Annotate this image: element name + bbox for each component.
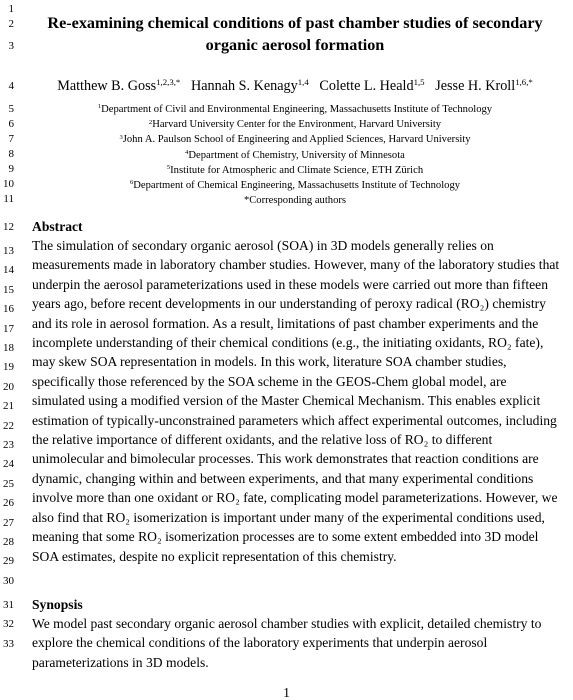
author-affiliation-marks: 1,5 xyxy=(413,77,425,88)
line-number: 1 xyxy=(8,3,14,15)
line-number: 8 xyxy=(8,148,14,160)
text-line: may skew SOA representation in models. In this work, literature SOA chamber studies, xyxy=(32,354,507,370)
affiliation-mark: 1 xyxy=(97,103,102,111)
abstract-heading: Abstract xyxy=(32,219,83,234)
author-list xyxy=(40,78,550,94)
affiliation-text: Department of Chemical Engineering, Massachusetts Institute of Technology xyxy=(133,180,461,192)
affiliation xyxy=(40,178,550,193)
line-number: 9 xyxy=(8,163,14,175)
line-number: 24 xyxy=(3,458,14,470)
line-number: 12 xyxy=(3,221,14,233)
author-affiliation-marks: 1,2,3,* xyxy=(156,77,181,88)
affiliation-text: Department of Chemistry, University of Minnesota xyxy=(188,149,405,161)
text-line: The simulation of secondary organic aerosol (SOA) in 3D models generally relies on xyxy=(32,238,494,253)
text-line: explore the chemical conditions of the laboratory experiments that underpin aerosol xyxy=(32,635,488,651)
line-number: 6 xyxy=(8,118,14,130)
affiliation-mark: 5 xyxy=(166,164,171,172)
affiliation xyxy=(40,132,550,147)
line-number: 2 xyxy=(8,18,14,30)
text-line: also find that RO₂ isomerization is important under many of the experimental conditions used, xyxy=(32,509,545,525)
author-name: Hannah S. Kenagy xyxy=(190,78,298,94)
affiliation-mark: 6 xyxy=(129,179,134,187)
page-number: 1 xyxy=(283,685,290,700)
title-line: organic aerosol formation xyxy=(205,36,385,54)
line-number: 23 xyxy=(3,439,14,451)
synopsis-heading: Synopsis xyxy=(32,597,83,612)
abstract-body xyxy=(32,236,562,566)
text-line: underpin the aerosol parameterizations used in these models were carried out more than fifteen xyxy=(32,276,548,292)
line-number: 3 xyxy=(8,40,14,52)
text-line: involve more than one oxidant or RO₂ fate, complicating model parameterizations. However, we xyxy=(32,490,558,506)
line-number: 33 xyxy=(3,638,14,650)
text-line: and its role in aerosol formation. As a result, limitations of past chamber experiments and the xyxy=(32,315,539,331)
corresponding-note xyxy=(40,193,550,208)
affiliation-text: *Corresponding authors xyxy=(243,195,347,207)
affiliation-mark: 2 xyxy=(148,118,153,126)
line-number: 26 xyxy=(3,497,14,509)
text-line: incomplete understanding of their chemical conditions (e.g., the initiating oxidants, RO₂ fate), xyxy=(32,335,544,351)
text-line: dynamic, changing within and between experiments, and that many experimental conditions xyxy=(32,470,534,486)
line-number: 11 xyxy=(3,193,14,205)
line-number: 22 xyxy=(3,420,14,432)
line-number: 19 xyxy=(3,361,14,373)
line-number: 7 xyxy=(8,133,14,145)
line-number: 20 xyxy=(3,381,14,393)
text-line: years ago, before recent developments in our understanding of peroxy radical (RO₂) chemistry xyxy=(32,296,546,312)
line-number: 28 xyxy=(3,536,14,548)
affiliation xyxy=(40,148,550,163)
affiliation-text: Institute for Atmospheric and Climate Science, ETH Zürich xyxy=(170,164,424,176)
affiliation xyxy=(40,102,550,117)
synopsis-body xyxy=(32,614,562,672)
affiliation xyxy=(40,117,550,132)
line-number: 32 xyxy=(3,618,14,630)
line-number: 17 xyxy=(3,323,14,335)
line-number: 25 xyxy=(3,478,14,490)
line-number: 14 xyxy=(3,264,14,276)
affiliation-text: John A. Paulson School of Engineering and Applied Sciences, Harvard University xyxy=(122,134,471,146)
text-line: simulated using a modified version of the Master Chemical Mechanism. This enables explicit xyxy=(32,393,541,409)
text-line: SOA estimates, despite no explicit representation of this chemistry. xyxy=(32,548,397,564)
line-number: 10 xyxy=(3,178,14,190)
text-line: estimation of typically-unconstrained parameters which affect experimental outcomes, including xyxy=(32,412,557,428)
author-name: Matthew B. Goss xyxy=(57,78,157,94)
affiliation-mark: 3 xyxy=(119,133,123,141)
author-affiliation-marks: 1,4 xyxy=(297,77,309,88)
line-number: 4 xyxy=(8,80,14,92)
text-line: unimolecular and bimolecular processes. This work demonstrates that reaction conditions are xyxy=(32,451,539,467)
line-number: 21 xyxy=(3,400,14,412)
line-number: 15 xyxy=(3,284,14,296)
text-line: parameterizations in 3D models. xyxy=(32,654,209,670)
author-name: Jesse H. Kroll xyxy=(435,78,516,94)
affiliation-text: Department of Civil and Environmental Engineering, Massachusetts Institute of Technology xyxy=(101,104,493,115)
affiliation xyxy=(40,163,550,178)
text-line: measurements made in laboratory chamber studies. However, many of the laboratory studies that xyxy=(32,257,560,273)
line-number: 29 xyxy=(3,555,14,567)
text-line: meaning that some RO₂ isomerization processes are to some extent embedded into 3D model xyxy=(32,529,539,545)
affiliation-text: Harvard University Center for the Environment, Harvard University xyxy=(152,119,442,131)
line-number: 5 xyxy=(8,103,14,115)
affiliation-list xyxy=(40,102,550,208)
line-number: 16 xyxy=(3,303,14,315)
line-number: 30 xyxy=(3,575,14,587)
text-line: the relative importance of different oxidants, and the relative loss of RO₂ to different xyxy=(32,432,493,448)
line-number: 31 xyxy=(3,599,14,611)
line-number: 13 xyxy=(3,245,14,257)
title-line: Re-examining chemical conditions of past chamber studies of secondary xyxy=(47,14,543,32)
line-number: 27 xyxy=(3,517,14,529)
author-name: Colette L. Heald xyxy=(319,78,414,94)
affiliation-mark: 4 xyxy=(185,149,189,156)
line-number: 18 xyxy=(3,342,14,354)
paper-title xyxy=(40,12,550,56)
text-line: We model past secondary organic aerosol chamber studies with explicit, detailed chemistry to xyxy=(32,616,542,631)
text-line: specifically those referenced by the SOA scheme in the GEOS-Chem global model, are xyxy=(32,373,507,389)
author-affiliation-marks: 1,6,* xyxy=(515,77,533,88)
